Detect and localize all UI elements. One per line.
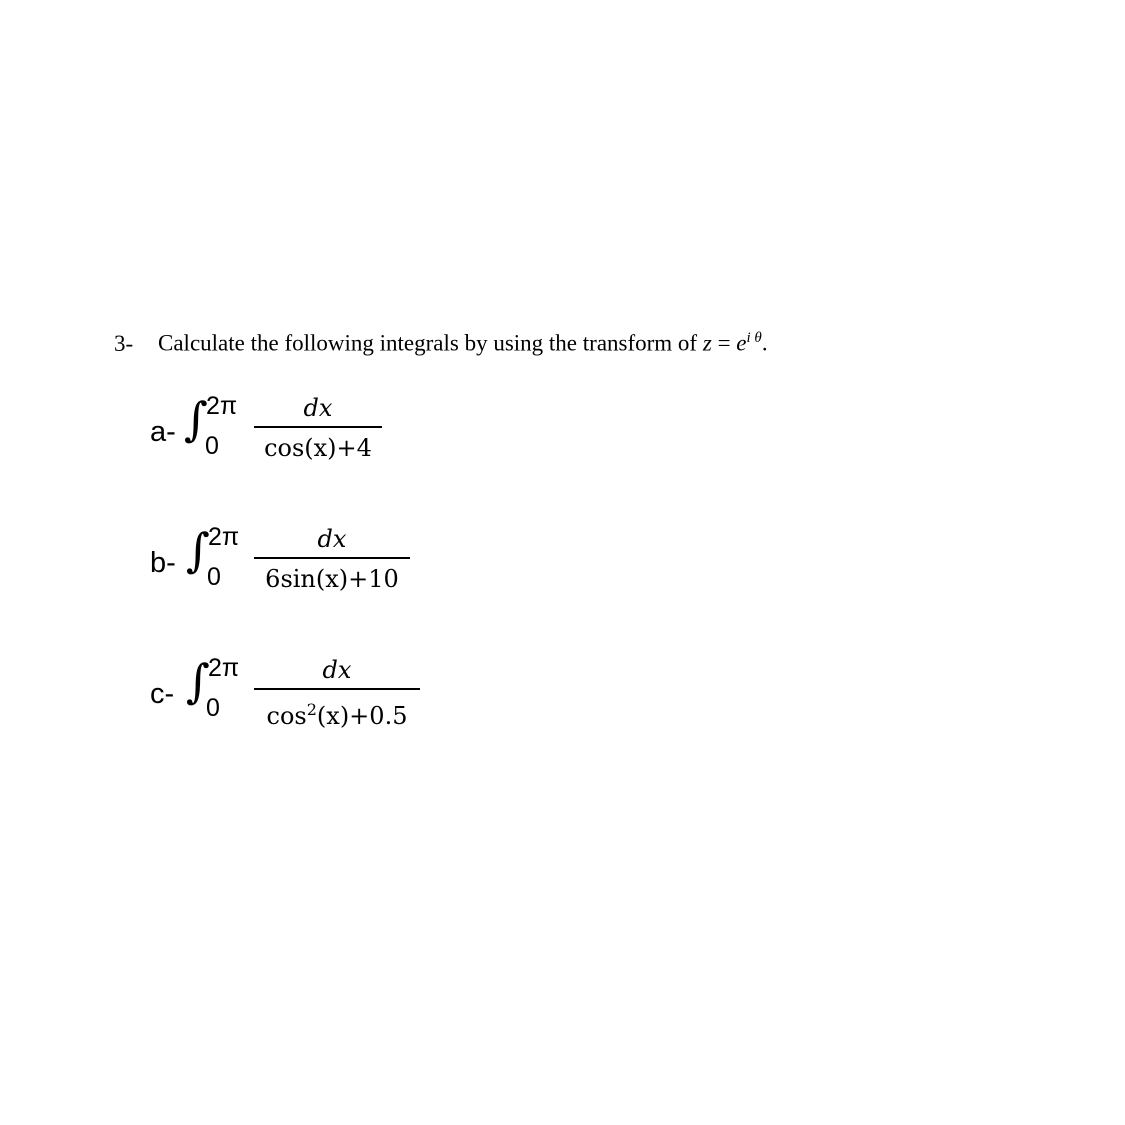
denominator-power: 2 (306, 700, 317, 719)
question-period: . (761, 330, 768, 356)
integral-sign: ∫ (184, 392, 208, 446)
upper-limit: 2π (206, 392, 238, 420)
denominator: 6sin(x)+10 (265, 565, 399, 593)
fraction-bar (254, 688, 420, 690)
question-text: Calculate the following integrals by using the transform of (158, 330, 703, 356)
question-equals: = (711, 330, 737, 356)
lower-limit: 0 (206, 694, 220, 722)
item-label: b- (150, 547, 176, 579)
numerator: dx (322, 656, 352, 684)
denominator: cos(x)+4 (264, 434, 372, 462)
fraction (254, 525, 410, 593)
question-prompt (114, 330, 768, 357)
lower-limit: 0 (205, 432, 219, 460)
question-exponent: i θ (746, 330, 762, 346)
integral-item-b (150, 523, 430, 603)
fraction-bar (254, 426, 382, 428)
upper-limit: 2π (208, 523, 240, 551)
fraction (254, 394, 382, 462)
integral-item-c (150, 654, 440, 734)
item-label: c- (150, 678, 175, 710)
integral-sign: ∫ (186, 523, 210, 577)
numerator: dx (303, 394, 333, 422)
fraction-bar (254, 557, 410, 559)
item-label: a- (150, 416, 176, 448)
question-variable: z (702, 330, 712, 356)
upper-limit: 2π (208, 654, 240, 682)
denominator-rest: (x)+0.5 (316, 702, 408, 730)
denominator (254, 696, 420, 730)
integral-item-a (150, 392, 410, 472)
question-number: 3- (114, 330, 134, 356)
denominator-function: cos (266, 702, 307, 730)
lower-limit: 0 (207, 563, 221, 591)
numerator: dx (317, 525, 347, 553)
fraction (254, 656, 420, 730)
question-base: e (736, 330, 747, 356)
integral-sign: ∫ (186, 654, 210, 708)
